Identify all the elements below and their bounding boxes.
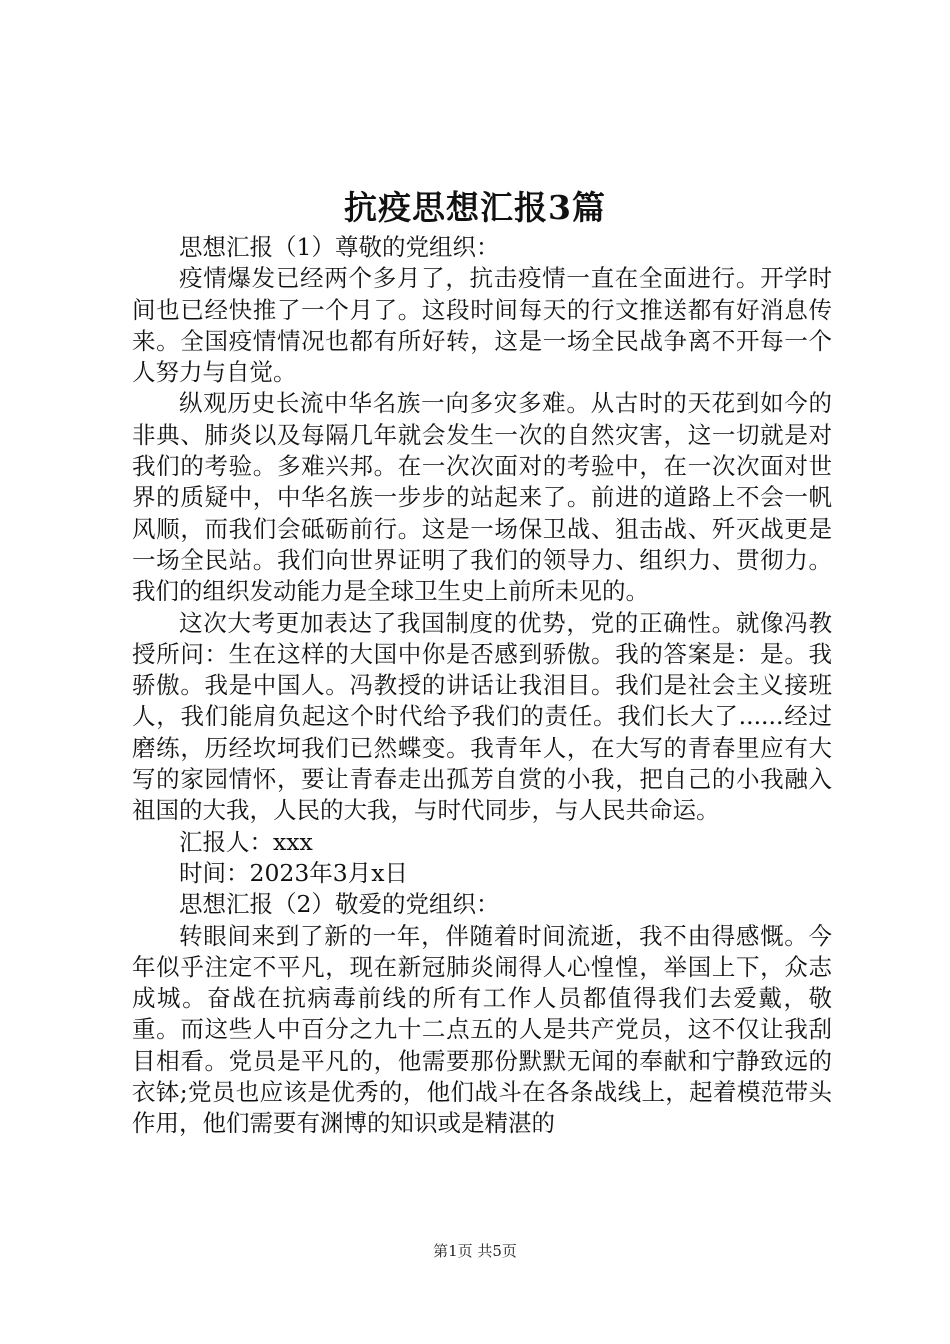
paragraph: 疫情爆发已经两个多月了，抗击疫情一直在全面进行。开学时间也已经快推了一个月了。这段时间每天的行文推送都有好消息传来。全国疫情情况也都有所好转，这是一场全民战争离不开每一个人努力与自觉。 [132,264,832,387]
paragraph: 转眼间来到了新的一年，伴随着时间流逝，我不由得感慨。今年似乎注定不平凡，现在新冠肺炎闹得人心惶惶，举国上下，众志成城。奋战在抗病毒前线的所有工作人员都值得我们去爱戴，敬重。而这些人中百分之九十二点五的人是共产党员，这不仅让我刮目相看。党员是平凡的，他需要那份默默无闻的奉献和宁静致远的衣钵;党员也应该是优秀的，他们战斗在各条战线上，起着模范带头作用，他们需要有渊博的知识或是精湛的 [132,921,832,1138]
paragraph-report-1-salutation: 思想汇报（1）尊敬的党组织： [179,233,500,261]
paragraph: 纵观历史长流中华名族一向多灾多难。从古时的天花到如今的非典、肺炎以及每隔几年就会发生一次的自然灾害，这一切就是对我们的考验。多难兴邦。在一次次面对的考验中，在一次次面对世界的质疑中，中华名族一步步的站起来了。前进的道路上不会一帆风顺，而我们会砥砺前行。这是一场保卫战、狙击战、歼灭战更是一场全民站。我们向世界证明了我们的领导力、组织力、贯彻力。我们的组织发动能力是全球卫生史上前所未见的。 [132,389,832,606]
paragraph-report-2-salutation: 思想汇报（2）敬爱的党组织： [179,890,500,919]
date-line: 时间：2023年3月x日 [179,858,409,887]
paragraph: 这次大考更加表达了我国制度的优势，党的正确性。就像冯教授所问：生在这样的大国中你是否感到骄傲。我的答案是：是。我骄傲。我是中国人。冯教授的讲话让我泪目。我们是社会主义接班人，我们能肩负起这个时代给予我们的责任。我们长大了......经过磨练，历经坎坷我们已然蝶变。我青年人，在大写的青春里应有大写的家园情怀，要让青春走出孤芳自赏的小我，把自己的小我融入祖国的大我，人民的大我，与时代同步，与人民共命运。 [132,608,832,825]
document-title: 抗疫思想汇报3篇 [344,188,606,227]
reporter-line: 汇报人：xxx [179,827,313,856]
document-body [132,232,832,1140]
page-footer: 第1页 共5页 [433,1242,517,1260]
